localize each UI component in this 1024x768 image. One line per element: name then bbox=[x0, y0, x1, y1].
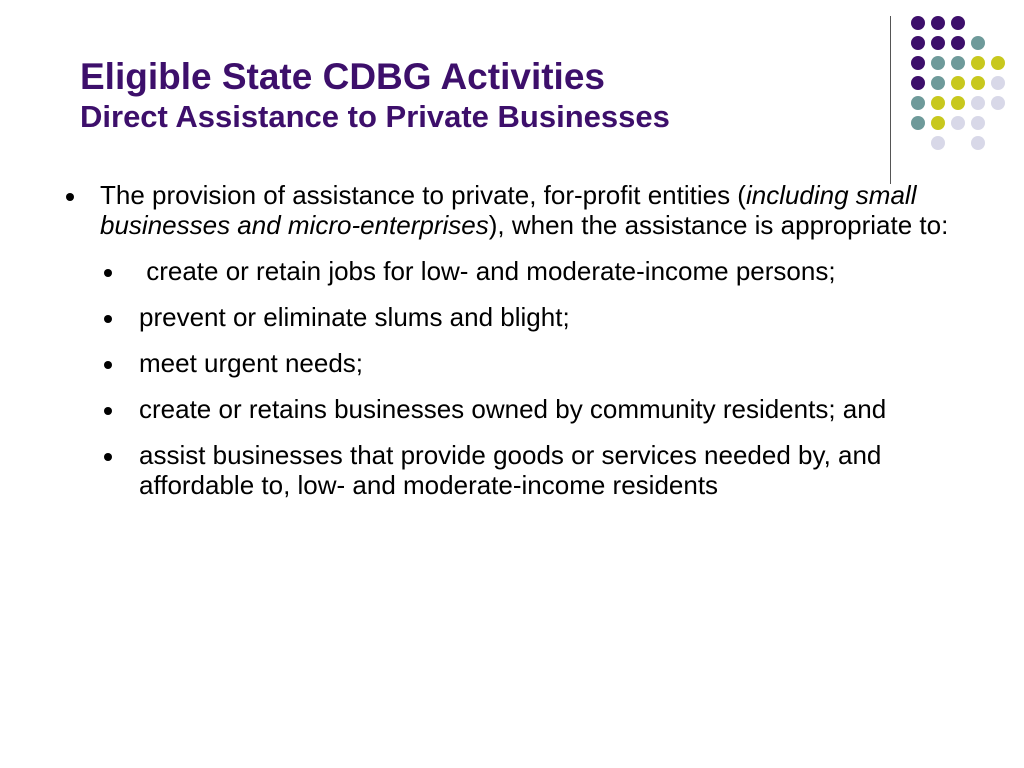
sub-bullet-item bbox=[60, 302, 990, 332]
decorative-dot bbox=[931, 76, 945, 90]
decorative-vertical-line bbox=[890, 16, 891, 184]
main-bullet-text-italic: including small businesses and micro-enterprises bbox=[100, 180, 917, 240]
bullet-dot-icon bbox=[66, 193, 74, 201]
bullet-dot-icon bbox=[104, 361, 112, 369]
sub-bullet-item bbox=[60, 394, 990, 424]
decorative-dot bbox=[971, 76, 985, 90]
decorative-dot bbox=[931, 16, 945, 30]
sub-bullet-text: create or retain jobs for low- and moderate-income persons; bbox=[139, 256, 836, 286]
decorative-dot bbox=[971, 56, 985, 70]
decorative-dot bbox=[911, 116, 925, 130]
decorative-dot bbox=[951, 56, 965, 70]
decorative-dot bbox=[991, 56, 1005, 70]
decorative-dot bbox=[931, 56, 945, 70]
decorative-dot bbox=[931, 36, 945, 50]
sub-bullet-item bbox=[60, 440, 990, 500]
main-bullet-item bbox=[60, 180, 990, 240]
decorative-dot bbox=[971, 96, 985, 110]
decorative-dot bbox=[911, 96, 925, 110]
decorative-dot bbox=[991, 76, 1005, 90]
decorative-dot bbox=[951, 36, 965, 50]
decorative-dot bbox=[911, 76, 925, 90]
main-bullet-text-end: ), when the assistance is appropriate to: bbox=[488, 210, 949, 240]
sub-bullet-text: create or retains businesses owned by community residents; and bbox=[139, 394, 887, 424]
bullet-dot-icon bbox=[104, 315, 112, 323]
decorative-dot bbox=[951, 96, 965, 110]
decorative-dot bbox=[951, 16, 965, 30]
decorative-dot bbox=[911, 36, 925, 50]
slide-title: Eligible State CDBG Activities bbox=[80, 56, 605, 97]
slide-body bbox=[60, 180, 990, 500]
sub-bullet-item bbox=[60, 256, 990, 286]
sub-bullet-text: prevent or eliminate slums and blight; bbox=[139, 302, 570, 332]
decorative-dot bbox=[951, 116, 965, 130]
sub-bullet-text: meet urgent needs; bbox=[139, 348, 364, 378]
slide-subtitle: Direct Assistance to Private Businesses bbox=[80, 99, 670, 134]
decorative-dot bbox=[911, 16, 925, 30]
bullet-dot-icon bbox=[104, 453, 112, 461]
decorative-dot bbox=[991, 96, 1005, 110]
decorative-dot bbox=[931, 136, 945, 150]
bullet-dot-icon bbox=[104, 269, 112, 277]
sub-bullet-item bbox=[60, 348, 990, 378]
decorative-dot bbox=[951, 76, 965, 90]
sub-bullet-text: assist businesses that provide goods or services needed by, and affordable to, low- and moderate-income residents bbox=[139, 440, 882, 500]
decorative-dot bbox=[931, 116, 945, 130]
decorative-dot bbox=[911, 56, 925, 70]
decorative-dot bbox=[931, 96, 945, 110]
bullet-dot-icon bbox=[104, 407, 112, 415]
main-bullet-text-start: The provision of assistance to private, for-profit entities ( bbox=[100, 180, 746, 210]
title-block bbox=[80, 56, 870, 136]
decorative-dot bbox=[971, 36, 985, 50]
decorative-dot bbox=[971, 116, 985, 130]
decorative-dot bbox=[971, 136, 985, 150]
